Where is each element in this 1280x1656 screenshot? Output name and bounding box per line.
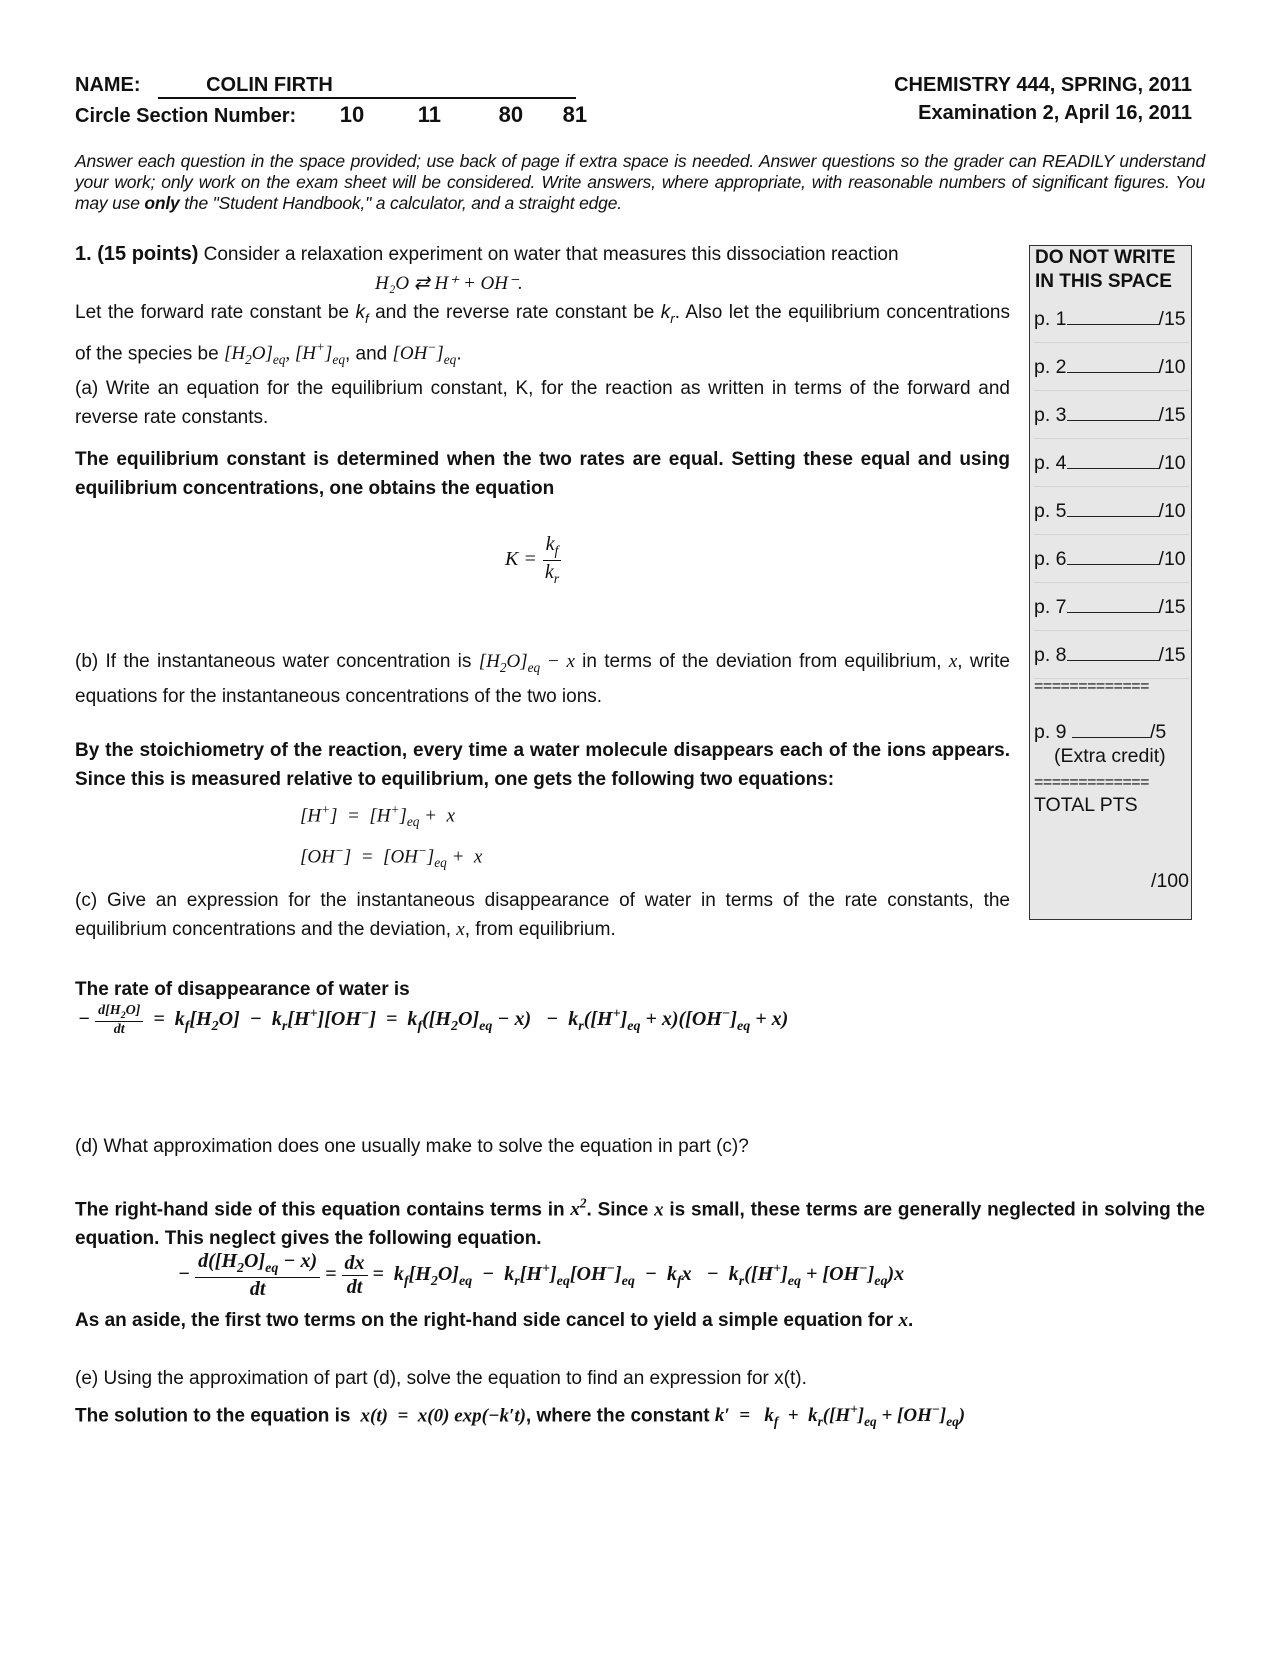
name-value[interactable]: COLIN FIRTH xyxy=(158,74,576,99)
part-c-prompt: (c) Give an expression for the instantaneous disappearance of water in terms of the rate constants, the equilibrium concentrations and the deviation, x, from equilibrium. xyxy=(75,890,1010,940)
score-row-p2[interactable]: p. 2 /10 xyxy=(1034,344,1189,391)
question-setup: Let the forward rate constant be $k_f$ and the reverse rate constant be $k_r$. Also let the equilibrium concentrations of the species be $[H_2O]_{eq}$, $[H^+]_{eq}$, and $[OH^-]_{eq}$. xyxy=(75,302,1010,367)
question-number: 1. (15 points) xyxy=(75,243,199,265)
total-label: TOTAL PTS xyxy=(1034,794,1138,816)
separator: ============= xyxy=(1034,678,1149,695)
score-row-p7[interactable]: p. 7 /15 xyxy=(1034,584,1189,631)
score-row-p4[interactable]: p. 4 /10 xyxy=(1034,440,1189,487)
section-selector xyxy=(75,102,587,128)
score-row-p3[interactable]: p. 3 /15 xyxy=(1034,392,1189,439)
extra-credit-note: (Extra credit) xyxy=(1054,745,1166,767)
score-box-title: DO NOT WRITE IN THIS SPACE xyxy=(1035,247,1176,292)
aside-note: As an aside, the first two terms on the right-hand side cancel to yield a simple equation for x. xyxy=(75,1310,914,1331)
answer-c-label: The rate of disappearance of water is xyxy=(75,979,410,1000)
course-title: CHEMISTRY 444, SPRING, 2011 xyxy=(894,74,1192,96)
oh-minus-equation: $[OH^-] = [OH^-]_{eq} + x$ xyxy=(300,843,483,871)
instructions-emphasis: only xyxy=(144,193,180,213)
part-d-prompt: (d) What approximation does one usually make to solve the equation in part (c)? xyxy=(75,1136,749,1157)
separator: ============= xyxy=(1034,774,1149,791)
ion-equations xyxy=(300,795,482,877)
part-e-prompt: (e) Using the approximation of part (d), solve the equation to find an expression for x(t). xyxy=(75,1368,807,1389)
score-row-p6[interactable]: p. 6 /10 xyxy=(1034,536,1189,583)
rate-equation: − $\frac{d[H_2O]}{dt}$ = $k_f[H_2O] - k_r[H^+][OH^-] = k_f([H_2O]_{eq} - x) - k_r([H^+]_{eq} + x)([OH^-]_{eq} + x)$ xyxy=(78,1003,789,1037)
h-plus-equation: $[H^+] = [H^+]_{eq} + x$ xyxy=(300,802,455,830)
answer-b: By the stoichiometry of the reaction, every time a water molecule disappears each of the ions appears. Since this is measured relative to equilibrium, one gets the following two equations: xyxy=(75,740,1010,790)
instructions: Answer each question in the space provided; use back of page if extra space is needed. Answer questions so the grader can READILY understand your work; only work on the exam sheet will be considered. Write answers, where appropriate, with reasonable numbers of significant figures. You may use only the "Student Handbook," a calculator, and a straight edge. xyxy=(75,151,1205,213)
question-intro: Consider a relaxation experiment on water that measures this dissociation reaction xyxy=(198,244,899,265)
score-box xyxy=(1029,245,1192,920)
section-option[interactable]: 11 xyxy=(417,102,442,127)
section-option[interactable]: 10 xyxy=(339,102,365,127)
part-b-prompt: (b) If the instantaneous water concentration is $[H_2O]_{eq} - x$ in terms of the deviation from equilibrium, x, write equations for the instantaneous concentrations of the two ions. xyxy=(75,651,1010,707)
section-option[interactable]: 80 xyxy=(498,102,524,127)
score-row-p9[interactable]: p. 9 /5 (Extra credit) xyxy=(1034,720,1189,768)
solution-equation: x(t) = x(0) exp(−k′t) xyxy=(355,1405,526,1427)
score-row-p5[interactable]: p. 5 /10 xyxy=(1034,488,1189,535)
name-field xyxy=(75,74,576,99)
approximated-equation: − $\frac{d([H_2O]_{eq} - x)}{dt}$ = $\frac{dx}{dt}$ = $k_f[H_2O]_{eq} - k_r[H^+]_{eq}[OH^-]_{eq} - k_fx - k_r([H^+]_{eq} + [OH^-]_{eq})x$ xyxy=(178,1250,905,1300)
question-1 xyxy=(75,240,1010,432)
reaction-equation: H₂O ⇄ H⁺ + OH⁻. xyxy=(375,273,523,294)
answer-e: The solution to the equation is x(t) = x(0) exp(−k′t), where the constant $k' = k_f + k_r([H^+]_{eq} + [OH^-]_{eq})$ xyxy=(75,1402,966,1430)
answer-a: The equilibrium constant is determined when the two rates are equal. Setting these equal and using equilibrium concentrations, one obtains the equation xyxy=(75,449,1010,499)
name-label: NAME: xyxy=(75,74,141,96)
score-row-p8[interactable]: p. 8 /15 xyxy=(1034,632,1189,679)
score-row-p1[interactable]: p. 1 /15 xyxy=(1034,296,1189,343)
exam-title: Examination 2, April 16, 2011 xyxy=(918,102,1192,124)
section-option[interactable]: 81 xyxy=(562,102,588,127)
total-max[interactable]: /100 xyxy=(1151,870,1189,892)
part-a-prompt: (a) Write an equation for the equilibrium constant, K, for the reaction as written in terms of the forward and reverse rate constants. xyxy=(75,377,1010,428)
section-label: Circle Section Number: xyxy=(75,105,297,127)
equilibrium-constant-equation: K = $\frac{k_f}{k_r}$ xyxy=(505,533,562,588)
answer-d: The right-hand side of this equation contains terms in $x^2$. Since x is small, these terms are generally neglected in solving the equation. This neglect gives the following equation. xyxy=(75,1196,1205,1250)
